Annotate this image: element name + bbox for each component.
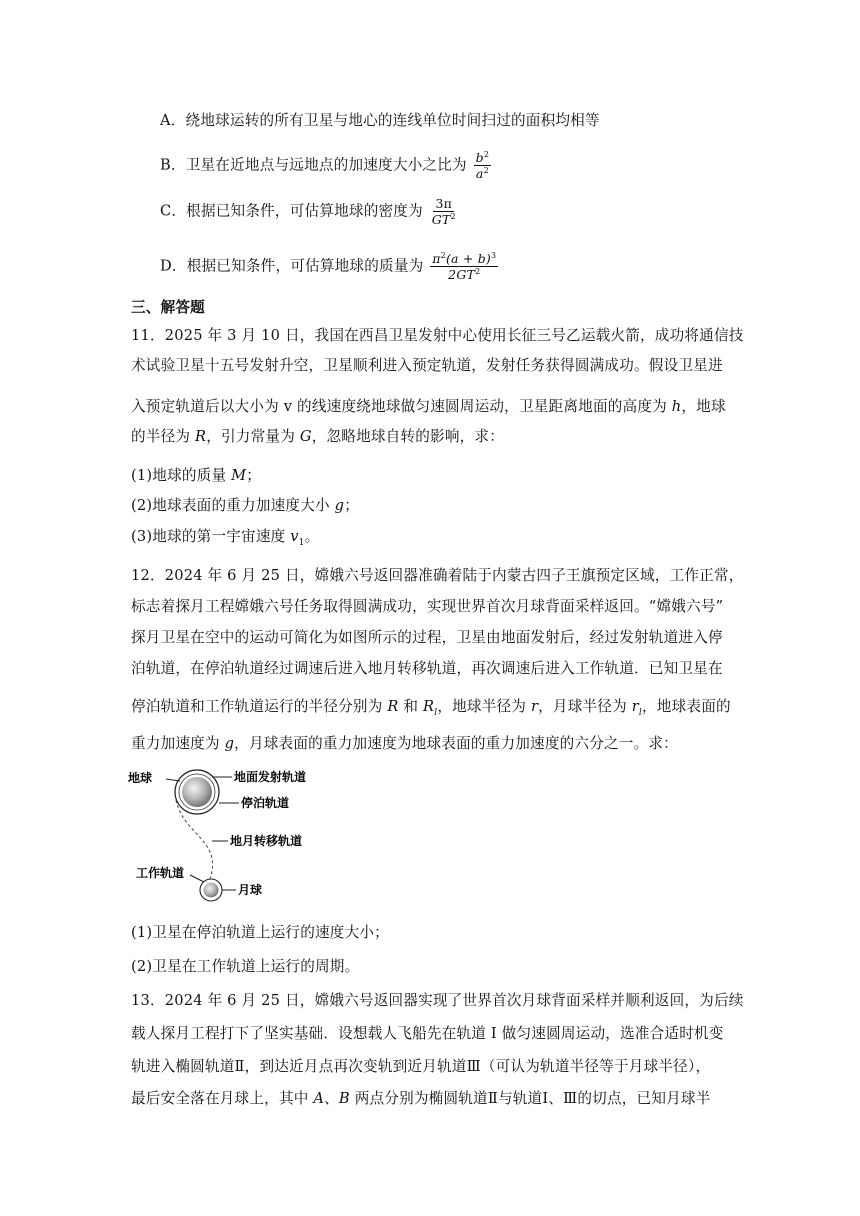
q12-line-1: 12．2024 年 6 月 25 日，嫦娥六号返回器准确着陆于内蒙古四子王旗预定区域，工作正常， <box>131 567 744 584</box>
var-v1: v <box>290 528 299 545</box>
q11-line-1: 11．2025 年 3 月 10 日，我国在西昌卫星发射中心使用长征三号乙运载火箭，成功将通信技 <box>131 327 744 344</box>
option-a-text: 绕地球运转的所有卫星与地心的连线单位时间扫过的面积均相等 <box>185 112 600 129</box>
q12-text: ，月球表面的重力加速度为地球表面的重力加速度的六分之一。求： <box>234 735 678 752</box>
q12-text: ，地球表面的 <box>642 698 731 715</box>
option-d-label: D． <box>160 257 187 275</box>
q13-line-3: 轨进入椭圆轨道Ⅱ，到达近月点再次变轨到近月轨道Ⅲ（可认为轨道半径等于月球半径）， <box>131 1058 711 1075</box>
var-R1-sub: l <box>434 707 438 718</box>
q11-part-1 <box>131 466 731 486</box>
q11-text: (3)地球的第一宇宙速度 <box>131 528 291 545</box>
q11-text: 入预定轨道后以大小为 v 的线速度绕地球做匀速圆周运动，卫星距离地面的高度为 <box>131 398 672 415</box>
frac-exp: 2 <box>440 250 446 260</box>
earth-icon <box>182 777 212 807</box>
q12-text: ，月球半径为 <box>538 698 632 715</box>
var-r1: r <box>631 698 639 715</box>
var-R1: R <box>423 698 435 715</box>
q12-line-6 <box>131 734 731 754</box>
q12-text: 停泊轨道和工作轨道运行的半径分别为 <box>131 698 388 715</box>
option-b-fraction <box>474 150 492 181</box>
q13-text: 两点分别为椭圆轨道Ⅱ与轨道Ⅰ、Ⅲ的切点，已知月球半 <box>349 1090 711 1107</box>
q12-line-4: 泊轨道，在停泊轨道经过调速后进入地月转移轨道，再次调速后进入工作轨道．已知卫星在 <box>131 660 723 677</box>
q12-part-1: (1)卫星在停泊轨道上运行的速度大小； <box>131 924 389 941</box>
q12-text: 重力加速度为 <box>131 735 225 752</box>
frac-exp: 2 <box>483 165 489 175</box>
label-transfer-orbit: 地月转移轨道 <box>230 834 303 848</box>
q11-text: 的半径为 <box>131 428 196 445</box>
var-B: B <box>338 1090 350 1107</box>
q11-line-2: 术试验卫星十五号发射升空，卫星顺利进入预定轨道，发射任务获得圆满成功。假设卫星进 <box>131 357 723 374</box>
q11-text: ，地球 <box>681 398 726 415</box>
var-G: G <box>299 428 312 445</box>
var-R: R <box>195 428 207 445</box>
q13-line-4 <box>131 1089 731 1109</box>
q11-line-4 <box>131 427 731 447</box>
q11-text: ，忽略地球自转的影响，求： <box>311 428 505 445</box>
q11-text: ； <box>246 467 262 484</box>
q11-text: ； <box>344 497 359 514</box>
var-h: h <box>671 398 682 415</box>
moon-icon <box>204 883 219 898</box>
option-d <box>160 251 760 282</box>
var-R: R <box>387 698 399 715</box>
option-b-text: 卫星在近地点与远地点的加速度大小之比为 <box>185 156 467 174</box>
option-a-label: A． <box>160 112 186 129</box>
frac-exp: 3 <box>491 250 497 260</box>
earth-moon-orbit-diagram <box>128 760 328 910</box>
label-moon: 月球 <box>238 883 263 897</box>
var-r: r <box>530 698 539 715</box>
option-b <box>160 150 760 181</box>
frac-exp: 2 <box>450 211 456 221</box>
option-a <box>160 111 760 131</box>
q13-line-1: 13．2024 年 6 月 25 日，嫦娥六号返回器实现了世界首次月球背面采样并顺利返回，为后续 <box>131 992 744 1009</box>
q12-line-5 <box>131 697 731 723</box>
var-M: M <box>231 467 247 484</box>
frac-den: a <box>475 166 484 181</box>
option-c-fraction <box>430 196 458 227</box>
frac-num: 3π <box>435 196 453 211</box>
q12-text: 和 <box>398 698 424 715</box>
option-c-label: C． <box>160 202 187 220</box>
option-c-text: 根据已知条件，可估算地球的密度为 <box>186 202 423 220</box>
section-heading: 三、解答题 <box>131 299 205 316</box>
q13-text: 、 <box>324 1090 339 1107</box>
option-d-fraction <box>430 251 498 282</box>
var-r1-sub: l <box>638 707 643 718</box>
option-c <box>160 196 760 227</box>
var-v1-sub: 1 <box>298 537 305 548</box>
var-g: g <box>334 497 345 514</box>
frac-num: b <box>475 150 484 165</box>
q13-text: 最后安全落在月球上，其中 <box>131 1090 314 1107</box>
q13-line-2: 载人探月工程打下了坚实基础．设想载人飞船先在轨道 I 做匀速圆周运动，选准合适时机变 <box>131 1025 724 1042</box>
work-orbit-leader <box>190 875 204 882</box>
frac-num-sum: (a + b) <box>445 251 491 266</box>
var-A: A <box>313 1090 325 1107</box>
q11-part-3 <box>131 527 731 553</box>
q11-line-3 <box>131 397 731 417</box>
option-b-label: B． <box>160 156 186 174</box>
q12-line-2: 标志着探月工程嫦娥六号任务取得圆满成功，实现世界首次月球背面采样返回。“嫦娥六号” <box>131 598 724 615</box>
q12-line-3: 探月卫星在空中的运动可简化为如图所示的过程，卫星由地面发射后，经过发射轨道进入停 <box>131 629 723 646</box>
frac-num-pi: π <box>432 251 441 266</box>
var-g: g <box>224 735 235 752</box>
option-d-text: 根据已知条件，可估算地球的质量为 <box>186 257 424 275</box>
q11-text: (2)地球表面的重力加速度大小 <box>131 497 335 514</box>
q12-part-2: (2)卫星在工作轨道上运行的周期。 <box>131 958 360 975</box>
q12-text: ，地球半径为 <box>437 698 531 715</box>
q11-text: (1)地球的质量 <box>131 467 232 484</box>
q11-part-2 <box>131 496 731 516</box>
frac-den: 2GT <box>448 267 476 282</box>
frac-den: GT <box>431 212 451 227</box>
label-work-orbit: 工作轨道 <box>136 866 185 880</box>
label-earth: 地球 <box>128 771 153 785</box>
frac-exp: 2 <box>475 266 481 276</box>
q11-text: 。 <box>304 528 320 545</box>
frac-exp: 2 <box>483 149 490 159</box>
label-launch-orbit: 地面发射轨道 <box>234 770 307 784</box>
q11-text: ，引力常量为 <box>206 428 300 445</box>
label-parking-orbit: 停泊轨道 <box>241 796 290 810</box>
